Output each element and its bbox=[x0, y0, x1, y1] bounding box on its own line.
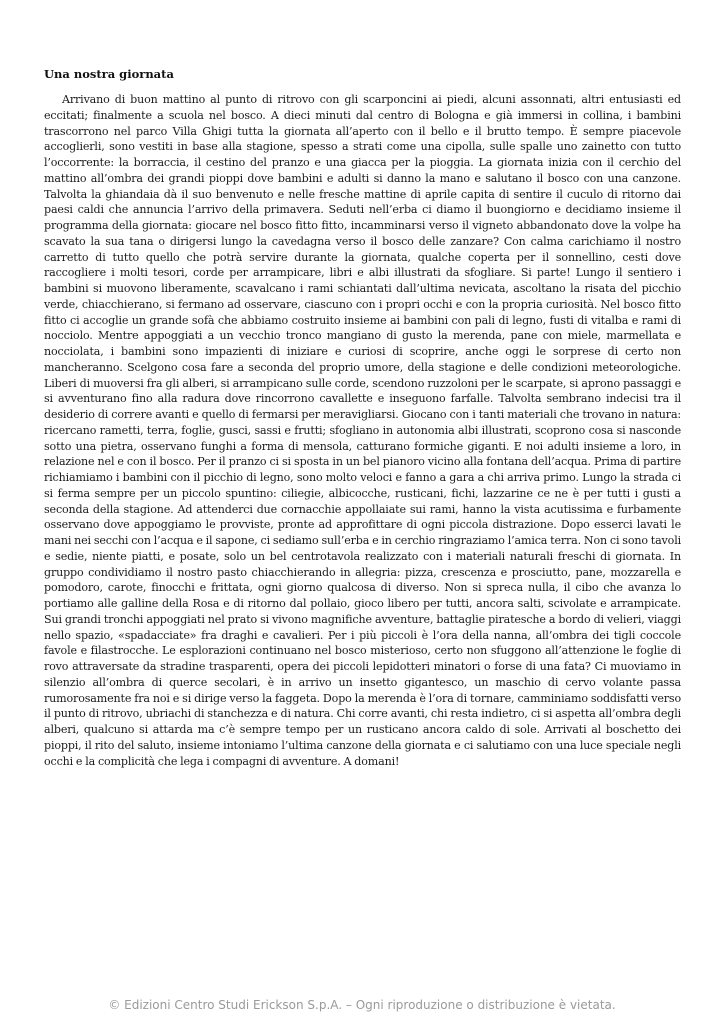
body-paragraph: Arrivano di buon mattino al punto di ritrovo con gli scarponcini ai piedi, alcuni assonnati, altri entusiasti ed eccitati; finalmente a scuola nel bosco. A dieci minuti dal centro di Bologna e già immersi in collina, i bambini trascorrono nel parco Villa Ghigi tutta la giornata all’aperto con il bello e il brutto tempo. È sempre piacevole accoglierli, sono vestiti in base alla stagione, spesso a strati come una cipolla, sulle spalle uno zainetto con tutto l’occorrente: la borraccia, il cestino del pranzo e una giacca per la pioggia. La giornata inizia con il cerchio del mattino all’ombra dei grandi pioppi dove bambini e adulti si danno la mano e salutano il bosco con una canzone. Talvolta la ghiandaia dà il suo benvenuto e nelle fresche mattine di aprile capita di sentire il cuculo di ritorno dai paesi caldi che annuncia l’arrivo della primavera. Seduti nell’erba ci diamo il buongiorno e decidiamo insieme il programma della giornata: giocare nel bosco fitto fitto, incamminarsi verso il vigneto abbandonato dove la volpe ha scavato la sua tana o dirigersi lungo la cavedagna verso il bosco delle zanzare? Con calma carichiamo il nostro carretto di tutto quello che potrà servire durante la giornata, qualche coperta per il sonnellino, cesti dove raccogliere i molti tesori, corde per arrampicare, libri e albi illustrati da sfogliare. Si parte! Lungo il sentiero i bambini si muovono liberamente, scavalcano i rami schiantati dall’ultima nevicata, ascoltano la risata del picchio verde, chiacchierano, si fermano ad osservare, ciascuno con i propri occhi e con la propria curiosità. Nel bosco fitto fitto ci accoglie un grande sofà che abbiamo costruito insieme ai bambini con pali di legno, fusti di vitalba e rami di nocciolo. Mentre appoggiati a un vecchio tronco mangiano di gusto la merenda, pane con miele, marmellata e nocciolata, i bambini sono impazienti di iniziare e curiosi di scoprire, anche oggi le sorprese di certo non mancheranno. Scelgono cosa fare a seconda del proprio umore, della stagione e delle condizioni meteorologiche. Liberi di muoversi fra gli alberi, si arrampicano sulle corde, scendono ruzzoloni per le scarpate, si aprono passaggi e si avventurano fino alla radura dove rincorrono cavallette e inseguono farfalle. Talvolta sembrano indecisi tra il desiderio di correre avanti e quello di fermarsi per meravigliarsi. Giocano con i tanti materiali che trovano in natura: ricercano rametti, terra, foglie, gusci, sassi e frutti; sfogliano in autonomia albi illustrati, scoprono cosa si nasconde sotto una pietra, osservano funghi a forma di mensola, catturano formiche giganti. E noi adulti insieme a loro, in relazione nel e con il bosco. Per il pranzo ci si sposta in un bel pianoro vicino alla fontana dell’acqua. Prima di partire richiamiamo i bambini con il picchio di legno, sono molto veloci e fanno a gara a chi arriva primo. Lungo la strada ci si ferma sempre per un piccolo spuntino: ciliegie, albicocche, rusticani, fichi, lazzarine ce ne è per tutti i gusti a seconda della stagione. Ad attenderci due cornacchie appollaiate sui rami, hanno la vista acutissima e furbamente osservano dove appoggiamo le provviste, pronte ad approfittare di ogni piccola distrazione. Dopo esserci lavati le mani nei secchi con l’acqua e il sapone, ci sediamo sull’erba e in cerchio ringraziamo l’amica terra. Non ci sono tavoli e sedie, niente piatti, e posate, solo un bel centrotavola realizzato con i materiali naturali freschi di giornata. In gruppo condividiamo il nostro pasto chiacchierando in allegria: pizza, crescenza e prosciutto, pane, mozzarella e pomodoro, carote, finocchi e frittata, ogni giorno qualcosa di diverso. Non si spreca nulla, il cibo che avanza lo portiamo alle galline della Rosa e di ritorno dal pollaio, gioco libero per tutti, ancora salti, scivolate e arrampicate. Sui grandi tronchi appoggiati nel prato si vivono magnifiche avventure, battaglie piratesche a bordo di velieri, viaggi nello spazio, «spadacciate» fra draghi e cavalieri. Per i più piccoli è l’ora della nanna, all’ombra dei tigli coccole favole e filastrocche. Le esplorazioni continuano nel bosco misterioso, certo non sfuggono all’attenzione le foglie di rovo attraversate da stradine trasparenti, opera dei piccoli lepidotteri minatori o forse di una fata? Ci muoviamo in silenzio all’ombra di querce secolari, è in arrivo un insetto gigantesco, un maschio di cervo volante passa rumorosamente fra noi e si dirige verso la faggeta. Dopo la merenda è l’ora di tornare, camminiamo soddisfatti verso il punto di ritrovo, ubriachi di stanchezza e di natura. Chi corre avanti, chi resta indietro, ci si aspetta all’ombra degli alberi, qualcuno si attarda ma c’è sempre tempo per un rusticano ancora caldo di sole. Arrivati al boschetto dei pioppi, il rito del saluto, insieme intoniamo l’ultima canzone della giornata e ci salutiamo con una luce speciale negli occhi e la complicità che lega i compagni di avventure. A domani! bbox=[44, 93, 681, 768]
document-page bbox=[44, 66, 681, 769]
copyright-footer: © Edizioni Centro Studi Erickson S.p.A. – Ogni riproduzione o distribuzione è vietata. bbox=[108, 998, 616, 1012]
page-title: Una nostra giornata bbox=[44, 67, 174, 81]
